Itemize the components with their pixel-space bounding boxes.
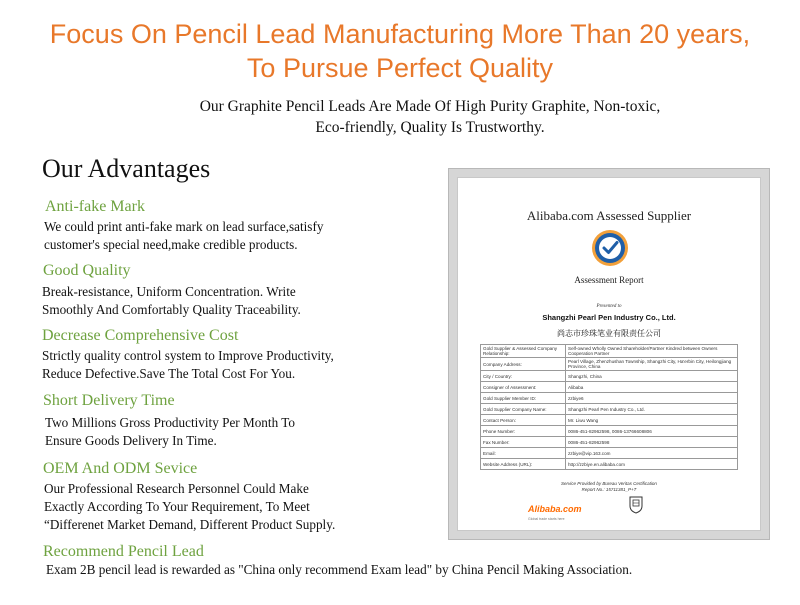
section-text: We could print anti-fake mark on lead surface,satisfy xyxy=(44,219,324,234)
certificate-title: Alibaba.com Assessed Supplier xyxy=(526,208,692,223)
section-title-recommend: Recommend Pencil Lead xyxy=(43,543,204,560)
table-row xyxy=(481,345,738,358)
table-cell-label: Gold Supplier & Assessed Company Relationship: xyxy=(481,345,566,358)
alibaba-logo xyxy=(528,499,582,521)
section-text: “Differenet Market Demand, Different Product Supply. xyxy=(44,517,336,532)
recommend-text: Exam 2B pencil lead is rewarded as "China only recommend Exam lead" by China Pencil Making Association. xyxy=(46,562,633,577)
headline-line-1: Focus On Pencil Lead Manufacturing More Than 20 years, xyxy=(49,19,751,49)
table-row xyxy=(481,415,738,426)
table-cell-label: Website Address (URL): xyxy=(481,459,566,470)
table-row xyxy=(481,371,738,382)
table-cell-value: Self-owned Wholly Owned Shareholder/Partner Kindred between Owners Cooperation Partner xyxy=(566,345,738,358)
service-line-1: Service Provided by Bureau Veritas Certification xyxy=(561,481,657,486)
table-cell-value: zzbiye6 xyxy=(566,393,738,404)
table-cell-label: Phone Number: xyxy=(481,426,566,437)
section-text: Smoothly And Comfortably Quality Traceability. xyxy=(42,302,301,317)
table-cell-value: http://zzbiye.en.alibaba.com xyxy=(566,459,738,470)
table-row xyxy=(481,382,738,393)
section-text: Two Millions Gross Productivity Per Month To xyxy=(45,415,295,430)
bureau-veritas-logo-icon xyxy=(628,496,644,514)
headline-line-2: To Pursue Perfect Quality xyxy=(246,53,554,83)
table-row xyxy=(481,426,738,437)
table-cell-value: Shangzhi Pearl Pen Industry Co., Ltd. xyxy=(566,404,738,415)
table-row xyxy=(481,437,738,448)
table-cell-value: 0086-451-82962598 xyxy=(566,437,738,448)
section-text: Our Professional Research Personnel Could Make xyxy=(44,481,309,496)
section-title-cost: Decrease Comprehensive Cost xyxy=(42,327,239,344)
certificate-company: Shangzhi Pearl Pen Industry Co., Ltd. xyxy=(542,313,676,322)
certificate-table xyxy=(480,344,738,470)
assessed-seal-icon xyxy=(590,228,630,268)
table-row xyxy=(481,459,738,470)
certificate-service-note xyxy=(458,481,760,493)
certificate-report-title: Assessment Report xyxy=(574,275,644,285)
service-line-2: Report No.: 15711381_P+T xyxy=(581,487,637,492)
table-cell-value: Mr. Liwu Wang xyxy=(566,415,738,426)
certificate xyxy=(457,177,761,531)
table-cell-label: Consigner of Assessment: xyxy=(481,382,566,393)
table-cell-value: 0086-451-82962598, 0086-13766608806 xyxy=(566,426,738,437)
certificate-presented-to: Presented to xyxy=(596,304,622,309)
table-cell-label: Contact Person: xyxy=(481,415,566,426)
advantages-title: Our Advantages xyxy=(42,154,211,183)
table-row xyxy=(481,448,738,459)
table-row xyxy=(481,358,738,371)
section-text: Break-resistance, Uniform Concentration. Write xyxy=(42,284,296,299)
table-cell-value: Alibaba xyxy=(566,382,738,393)
table-cell-value: Shangzhi, China xyxy=(566,371,738,382)
table-cell-value: Pearl Village, Zhenzhushan Township, Shangzhi City, Ha'erbin City, Heilongjiang Province, China xyxy=(566,358,738,371)
table-cell-label: Company Address: xyxy=(481,358,566,371)
section-text: Strictly quality control system to Improve Productivity, xyxy=(42,348,334,363)
section-text: Ensure Goods Delivery In Time. xyxy=(45,433,217,448)
section-text: customer's special need,make credible products. xyxy=(44,237,298,252)
table-row xyxy=(481,404,738,415)
certificate-frame xyxy=(448,168,770,540)
subheadline-line-2: Eco-friendly, Quality Is Trustworthy. xyxy=(315,119,545,136)
section-text: Reduce Defective.Save The Total Cost For You. xyxy=(42,366,296,381)
subheadline-line-1: Our Graphite Pencil Leads Are Made Of High Purity Graphite, Non-toxic, xyxy=(199,98,661,115)
alibaba-logo-tagline: Global trade starts here xyxy=(528,517,565,521)
section-title-good-quality: Good Quality xyxy=(43,262,131,279)
certificate-company-cn: 尚志市珍珠笔业有限责任公司 xyxy=(557,329,661,338)
table-row xyxy=(481,393,738,404)
table-cell-label: Gold Supplier Company Name: xyxy=(481,404,566,415)
table-cell-label: Gold Supplier Member ID: xyxy=(481,393,566,404)
alibaba-logo-text: Alibaba.com xyxy=(528,504,582,514)
section-title-delivery: Short Delivery Time xyxy=(43,392,175,409)
table-cell-label: Email: xyxy=(481,448,566,459)
table-cell-label: City / Country: xyxy=(481,371,566,382)
section-title-oem: OEM And ODM Sevice xyxy=(43,460,198,477)
section-text: Exactly According To Your Requirement, To Meet xyxy=(44,499,310,514)
section-title-anti-fake: Anti-fake Mark xyxy=(45,198,145,215)
table-cell-label: Fax Number: xyxy=(481,437,566,448)
table-cell-value: zzbiye@vip.163.com xyxy=(566,448,738,459)
